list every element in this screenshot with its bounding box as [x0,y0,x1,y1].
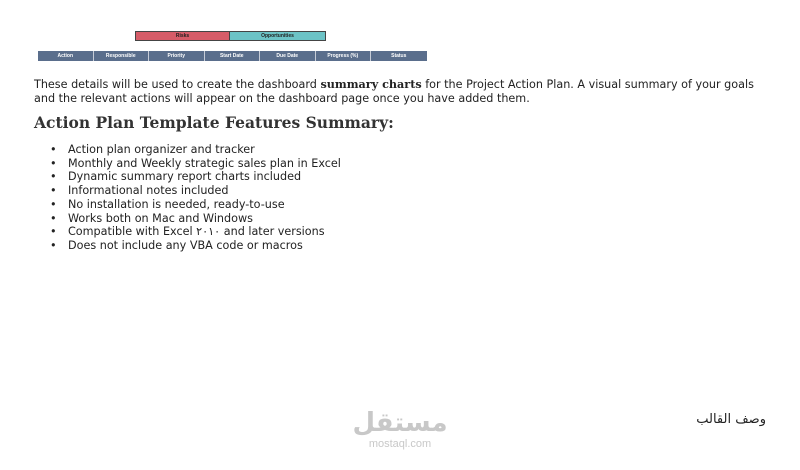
mostaql-watermark [345,408,455,450]
header-priority: Priority [149,51,205,61]
feature-text: No installation is needed, ready-to-use [68,197,285,211]
risks-label: Risks [135,31,230,41]
bullet-icon: • [50,225,57,239]
list-item [50,212,341,226]
bullet-icon: • [50,170,57,184]
list-item [50,225,341,239]
feature-text: Dynamic summary report charts included [68,170,302,184]
list-item [50,170,341,184]
feature-text: Monthly and Weekly strategic sales plan in Excel [68,156,341,170]
bullet-icon: • [50,143,57,156]
feature-text: Works both on Mac and Windows [68,211,253,225]
list-item [50,198,341,212]
feature-text: Action plan organizer and tracker [68,143,255,156]
bullet-icon: • [50,211,57,225]
template-description-label: وصف القالب [696,412,766,427]
header-status: Status [371,51,427,61]
list-item [50,239,341,253]
list-item [50,157,341,171]
intro-paragraph [34,77,764,106]
bullet-icon: • [50,197,57,211]
intro-text-before: These details will be used to create the dashboard [34,78,321,91]
header-progress: Progress (%) [316,51,372,61]
list-item [50,184,341,198]
feature-text: Informational notes included [68,184,229,198]
header-action: Action [38,51,94,61]
category-labels [135,31,326,41]
header-due-date: Due Date [260,51,316,61]
bullet-icon: • [50,156,57,170]
header-start-date: Start Date [205,51,261,61]
opportunities-label: Opportunities [230,31,326,41]
table-header-row [38,51,427,61]
list-item [50,143,341,157]
bullet-icon: • [50,184,57,198]
intro-text-after: for the Project Action Plan. A visual summary of your goals and the relevant actions will appear on the dashboard page once you have added them. [34,78,754,105]
bullet-icon: • [50,238,57,252]
feature-text: Does not include any VBA code or macros [68,238,303,252]
watermark-logo: مستقل [352,408,448,438]
header-responsible: Responsible [94,51,150,61]
features-list [50,143,341,253]
watermark-url: mostaql.com [368,438,432,450]
section-title: Action Plan Template Features Summary: [34,113,394,132]
intro-bold-text: summary charts [320,77,422,91]
feature-text: Compatible with Excel ٢٠١٠ and later versions [68,225,325,239]
